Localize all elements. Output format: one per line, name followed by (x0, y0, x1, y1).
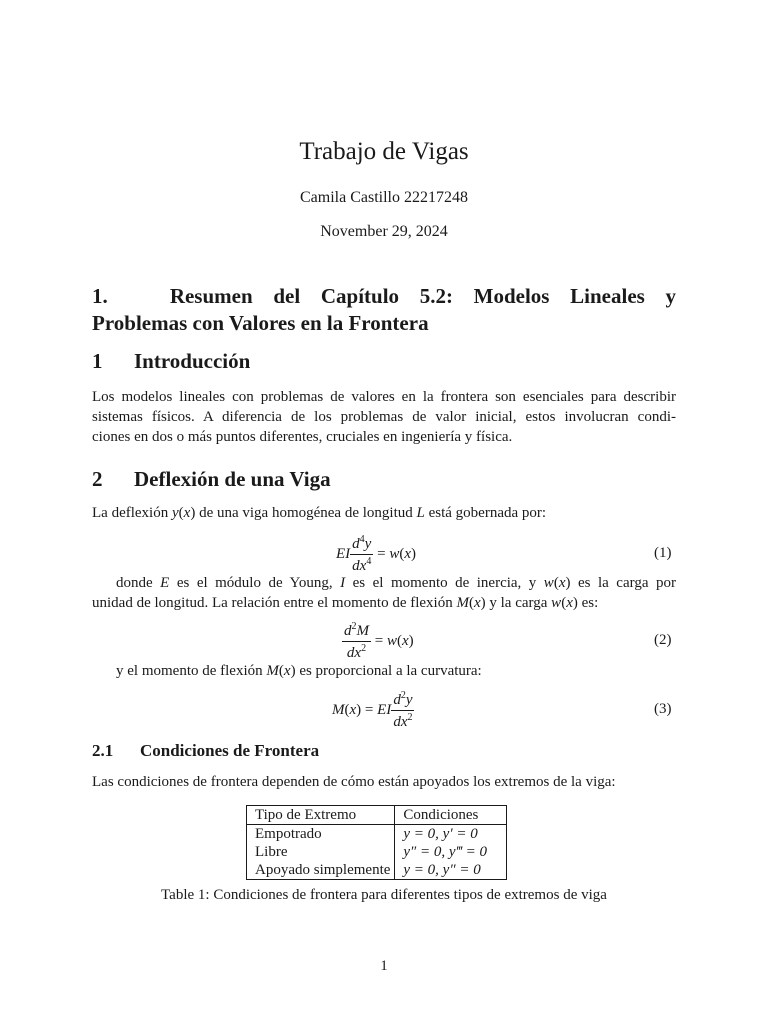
equation-2-number: (2) (654, 632, 672, 648)
deflexion-heading-number: 2 (92, 467, 103, 491)
equation-1-number: (1) (654, 545, 672, 561)
paragraph-text: y la carga (485, 595, 552, 611)
table-cell: y = 0, y″ = 0 (395, 861, 507, 880)
equation-3-number: (3) (654, 701, 672, 717)
intro-line: sistemas físicos. A diferencia de los problemas de valor inicial, estos involucran condi- (92, 409, 676, 425)
paragraph-text: es: (577, 595, 599, 611)
table-cell: Apoyado simplemente (247, 861, 395, 880)
paragraph-text: unidad de longitud. La relación entre el momento de flexión (92, 595, 457, 611)
intro-line: ciones en dos o más puntos diferentes, cruciales en ingeniería y física. (92, 429, 513, 445)
summary-heading-line2: Problemas con Valores en la Frontera (92, 311, 429, 335)
conditions-table-wrapper (246, 805, 507, 880)
conditions-table (246, 805, 507, 880)
deflexion-paragraph-2: donde E es el módulo de Young, I es el momento de inercia, y w(x) es la carga por unidad de longitud. La relación entre el momento de flexión M(x) y la carga w(x) es: (92, 575, 676, 611)
paragraph-text: y el momento de flexión (116, 663, 267, 679)
table-header-row (247, 806, 507, 825)
table-header-cell: Tipo de Extremo (247, 806, 395, 825)
summary-heading (92, 283, 676, 337)
deflexion-intro: La deflexión y(x) de una viga homogénea de longitud L está gobernada por: (92, 505, 547, 521)
summary-heading-line1: Resumen del Capítulo 5.2: Modelos Lineales y (169, 284, 677, 308)
deflexion-intro-text: La deflexión (92, 505, 172, 521)
table-row (247, 825, 507, 844)
table-cell: y″ = 0, y‴ = 0 (395, 843, 507, 861)
deflexion-intro-text: está gobernada por: (424, 505, 547, 521)
paragraph-text: es el módulo de Young, (169, 575, 341, 591)
paragraph-text: es proporcional a la curvatura: (295, 663, 482, 679)
deflexion-intro-text: de una viga homogénea de longitud (195, 505, 417, 521)
conditions-heading-number: 2.1 (92, 741, 114, 760)
document-date: November 29, 2024 (320, 223, 448, 240)
intro-paragraph (92, 387, 676, 447)
conditions-heading (92, 741, 319, 761)
intro-line: Los modelos lineales con problemas de valores en la frontera son esenciales para describir (92, 389, 676, 405)
equation-1: EI $\frac{d^4y}{dx^4}$ = w(x) (336, 534, 416, 574)
equation-3: M(x) = EI $\frac{d^2y}{dx^2}$ (332, 690, 413, 730)
conditions-heading-title: Condiciones de Frontera (140, 741, 320, 760)
table-cell: y = 0, y′ = 0 (395, 825, 507, 844)
table-cell: Libre (247, 843, 395, 861)
deflexion-heading-title: Deflexión de una Viga (134, 467, 331, 491)
page-number: 1 (380, 958, 388, 974)
equation-2: $\frac{d^2M}{dx^2}$ = w(x) (344, 621, 414, 661)
paragraph-text: es la carga por (570, 575, 676, 591)
summary-heading-number: 1. (92, 284, 108, 308)
intro-heading-title: Introducción (134, 349, 251, 373)
table-caption: Table 1: Condiciones de frontera para diferentes tipos de extremos de viga (161, 887, 607, 903)
table-header-cell: Condiciones (395, 806, 507, 825)
deflexion-heading (92, 466, 331, 493)
intro-heading (92, 348, 250, 375)
paragraph-text: donde (116, 575, 161, 591)
table-cell: Empotrado (247, 825, 395, 844)
table-row (247, 843, 507, 861)
deflexion-paragraph-3: y el momento de flexión M(x) es proporcional a la curvatura: (116, 663, 482, 679)
intro-heading-number: 1 (92, 349, 103, 373)
document-title: Trabajo de Vigas (299, 138, 469, 165)
document-author: Camila Castillo 22217248 (300, 189, 468, 206)
paragraph-text: es el momento de inercia, y (345, 575, 544, 591)
table-row (247, 861, 507, 880)
conditions-intro: Las condiciones de frontera dependen de cómo están apoyados los extremos de la viga: (92, 774, 616, 790)
